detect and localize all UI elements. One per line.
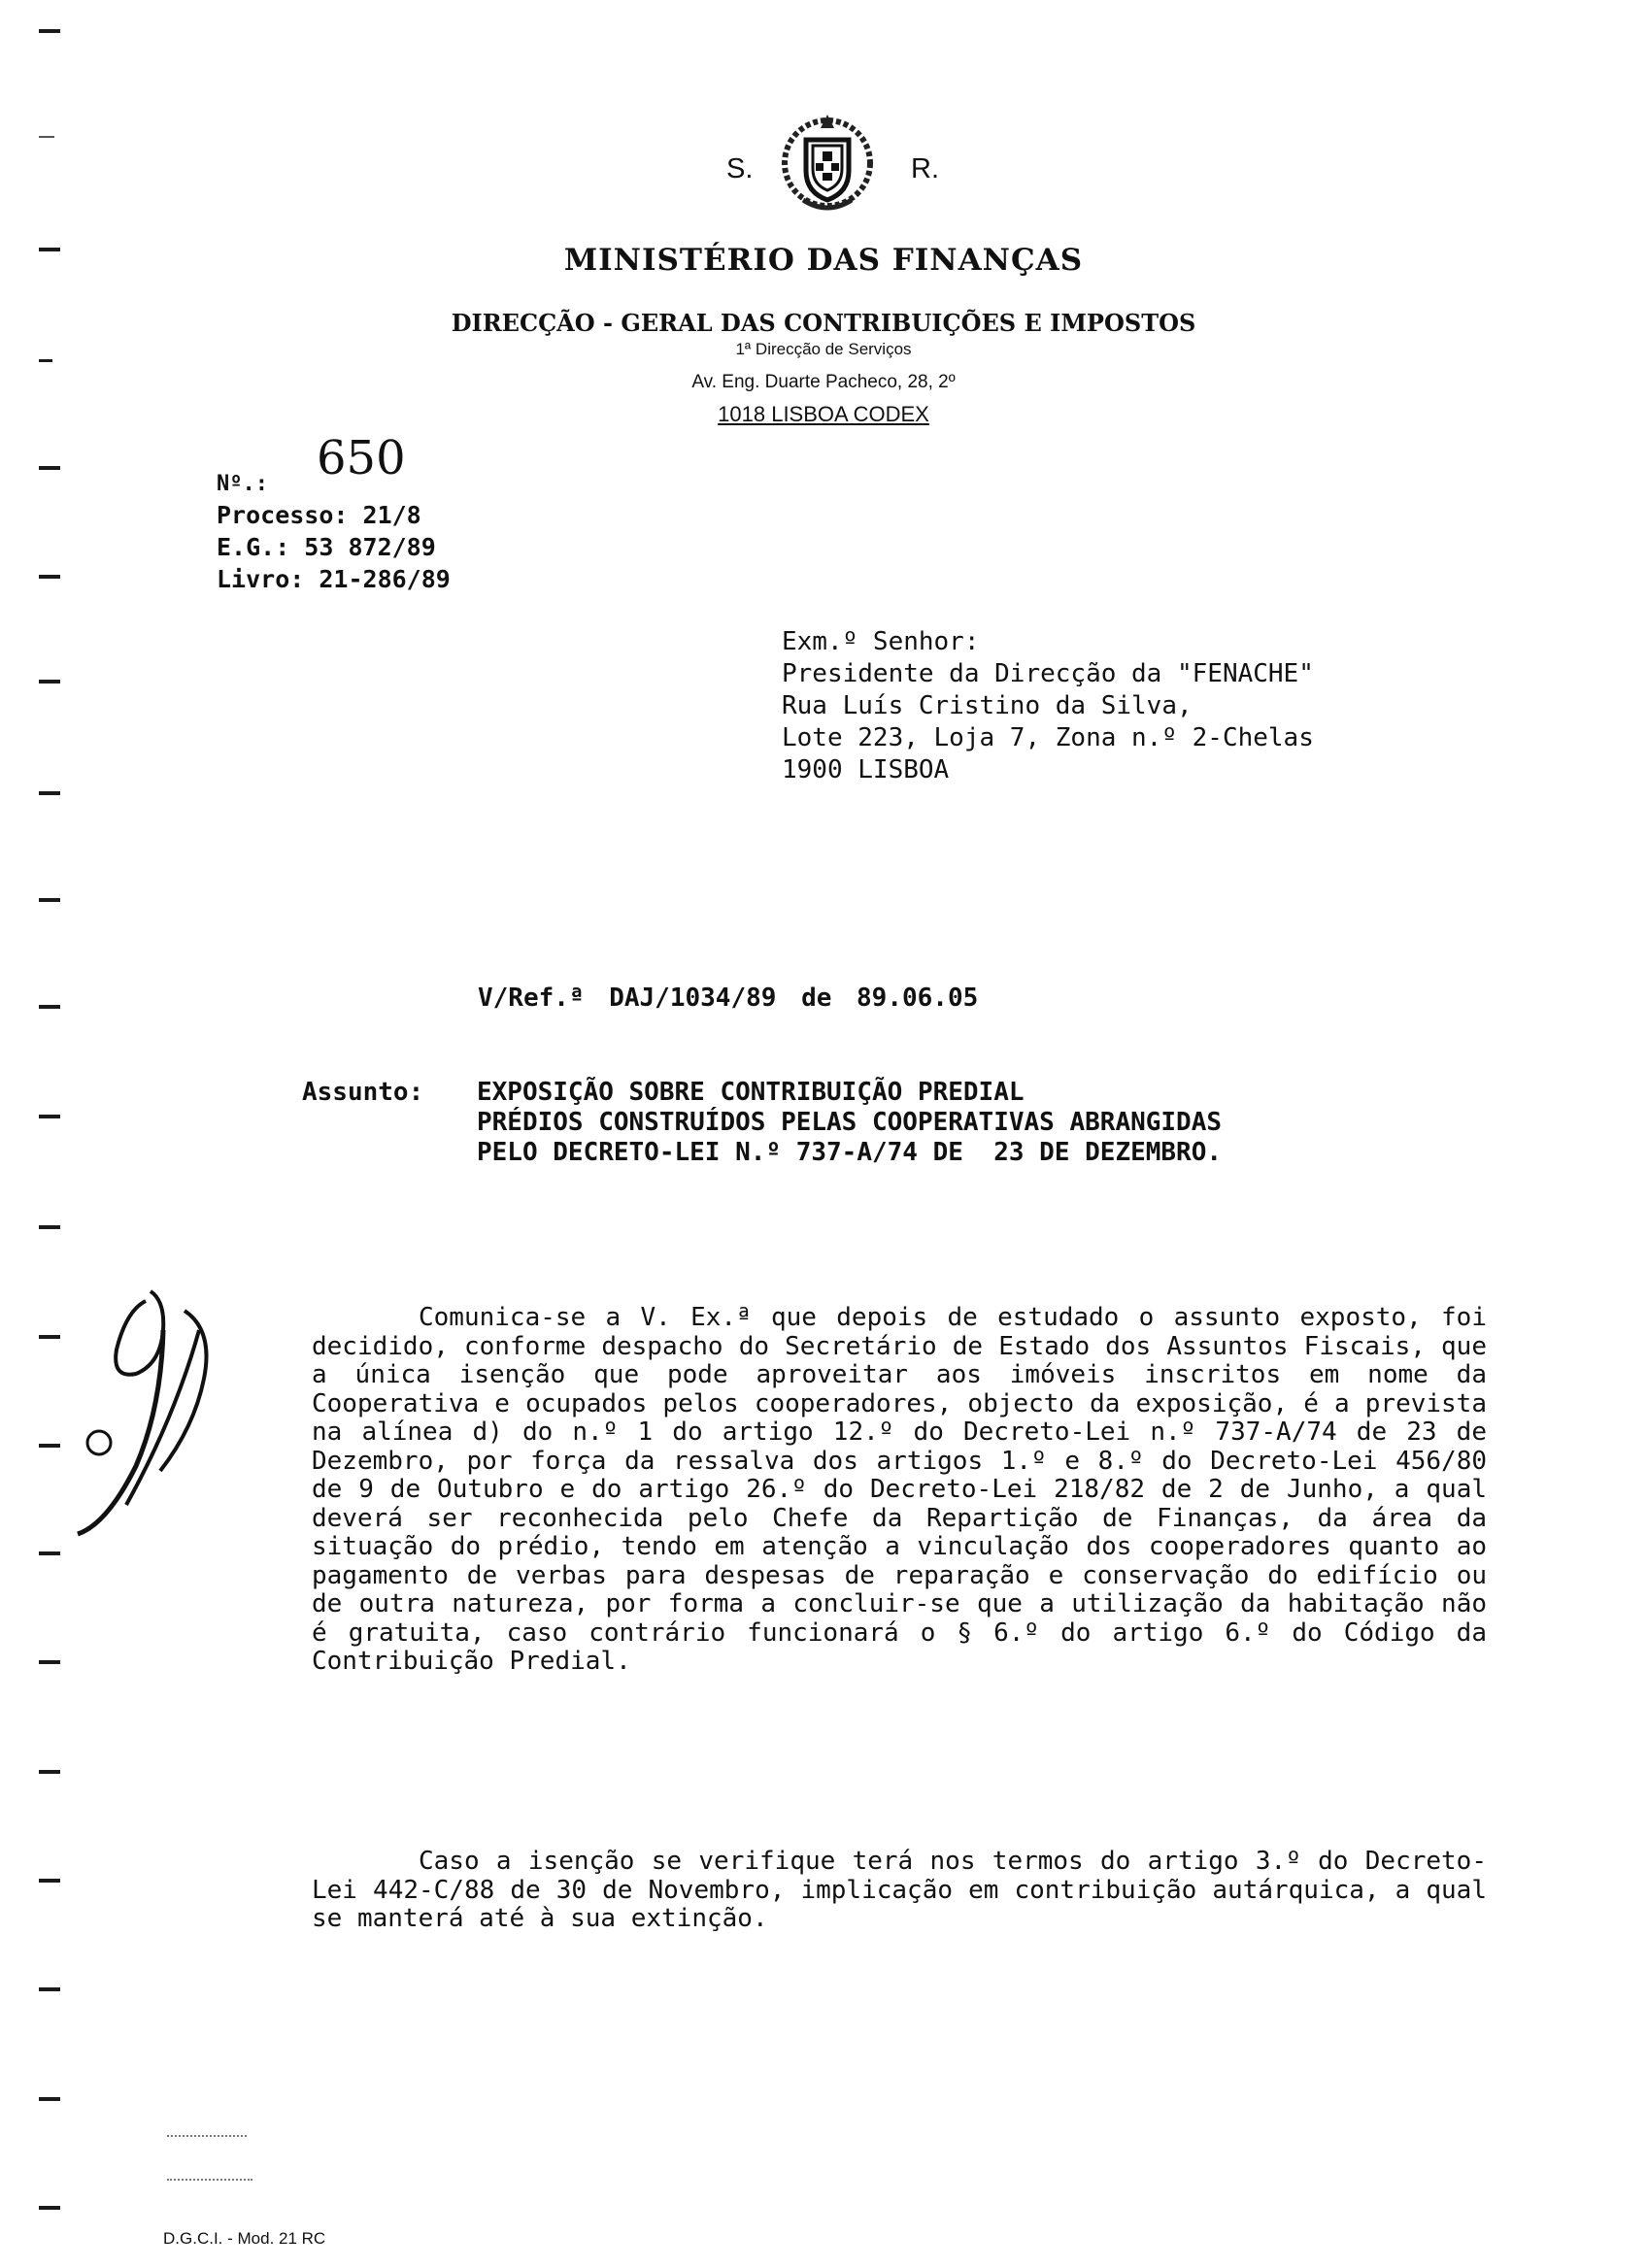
dotted-rule <box>167 2135 247 2137</box>
number-label: Nº.: <box>217 472 268 496</box>
margin-tick <box>39 1444 60 1448</box>
margin-tick <box>39 1225 60 1229</box>
service-line: 1ª Direcção de Serviços <box>735 340 912 358</box>
margin-tick <box>39 791 60 795</box>
ministry-title: MINISTÉRIO DAS FINANÇAS <box>563 243 1084 278</box>
margin-tick <box>39 1335 60 1339</box>
form-code: D.G.C.I. - Mod. 21 RC <box>163 2229 326 2248</box>
dotted-rule <box>167 2179 252 2181</box>
processo-line: Processo: 21/8 <box>217 501 421 529</box>
handwritten-initials-signature <box>68 1272 233 1544</box>
margin-tick <box>39 2206 60 2210</box>
direction-title: DIRECÇÃO - GERAL DAS CONTRIBUIÇÕES E IMPOSTOS <box>451 309 1196 337</box>
header-r-letter: R. <box>911 153 939 184</box>
subject-label: Assunto: <box>302 1078 424 1107</box>
margin-tick <box>39 136 54 138</box>
subject-line: EXPOSIÇÃO SOBRE CONTRIBUIÇÃO PREDIAL <box>477 1078 1025 1107</box>
eg-line: E.G.: 53 872/89 <box>217 533 436 561</box>
margin-tick <box>39 575 60 579</box>
body-paragraph <box>312 1304 1487 1677</box>
margin-tick <box>39 898 60 902</box>
addressee-line: Exm.º Senhor: <box>782 627 980 656</box>
margin-tick <box>39 359 52 362</box>
livro-line: Livro: 21-286/89 <box>217 565 451 593</box>
margin-tick <box>39 1115 60 1118</box>
margin-tick <box>39 1005 60 1009</box>
subject-line: PRÉDIOS CONSTRUÍDOS PELAS COOPERATIVAS ABRANGIDAS <box>477 1108 1223 1137</box>
body-paragraph-text: Caso a isenção se verifique terá nos termos do artigo 3.º do Decreto-Lei 442-C/88 de 30 de Novembro, implicação em contribuição autárquica, a qual se manterá até à sua extinção. <box>312 1847 1487 1933</box>
your-reference: V/Ref.ª DAJ/1034/89 de 89.06.05 <box>478 984 979 1013</box>
margin-tick <box>39 1987 60 1991</box>
address-line: Av. Eng. Duarte Pacheco, 28, 2º <box>691 372 956 392</box>
city-line: 1018 LISBOA CODEX <box>718 402 929 426</box>
margin-tick <box>39 29 60 33</box>
coat-of-arms-emblem <box>774 107 881 216</box>
body-paragraph-text: Comunica-se a V. Ex.ª que depois de estudado o assunto exposto, foi decidido, conforme despacho do Secretário de Estado dos Assuntos Fiscais, que a única isenção que pode aproveitar aos imóveis inscritos em nome da Cooperativa e ocupados pelos cooperadores, objecto da exposição, é a prevista na alínea d) do n.º 1 do artigo 12.º do Decreto-Lei n.º 737-A/74 de 23 de Dezembro, por força da ressalva dos artigos 1.º e 8.º do Decreto-Lei 456/80 de 9 de Outubro e do artigo 26.º do Decreto-Lei 218/82 de 2 de Junho, a qual deverá ser reconhecida pelo Chefe da Repartição de Finanças, da área da situação do prédio, tendo em atenção a vinculação dos cooperadores quanto ao pagamento de verbas para despesas de reparação e conservação do edifício ou de outra natureza, por forma a concluir-se que a utilização da habitação não é gratuita, caso contrário funcionará o § 6.º do artigo 6.º do Código da Contribuição Predial. <box>312 1303 1487 1676</box>
addressee-line: 1900 LISBOA <box>782 755 950 784</box>
margin-tick <box>39 1879 60 1883</box>
header-s-letter: S. <box>726 153 754 184</box>
margin-tick <box>39 680 60 684</box>
addressee-line: Rua Luís Cristino da Silva, <box>782 691 1193 720</box>
addressee-block <box>782 626 1314 786</box>
margin-tick <box>39 1770 60 1774</box>
margin-tick <box>39 1660 60 1664</box>
addressee-line: Lote 223, Loja 7, Zona n.º 2-Chelas <box>782 723 1314 752</box>
addressee-line: Presidente da Direcção da "FENACHE" <box>782 659 1314 688</box>
margin-tick <box>39 466 60 470</box>
body-paragraph <box>312 1848 1487 1934</box>
margin-tick <box>39 2097 60 2101</box>
subject-lines <box>477 1078 1222 1168</box>
subject-line: PELO DECRETO-LEI N.º 737-A/74 DE 23 DE DEZEMBRO. <box>477 1138 1223 1167</box>
document-number: 650 <box>317 431 406 485</box>
margin-tick <box>39 1551 60 1555</box>
